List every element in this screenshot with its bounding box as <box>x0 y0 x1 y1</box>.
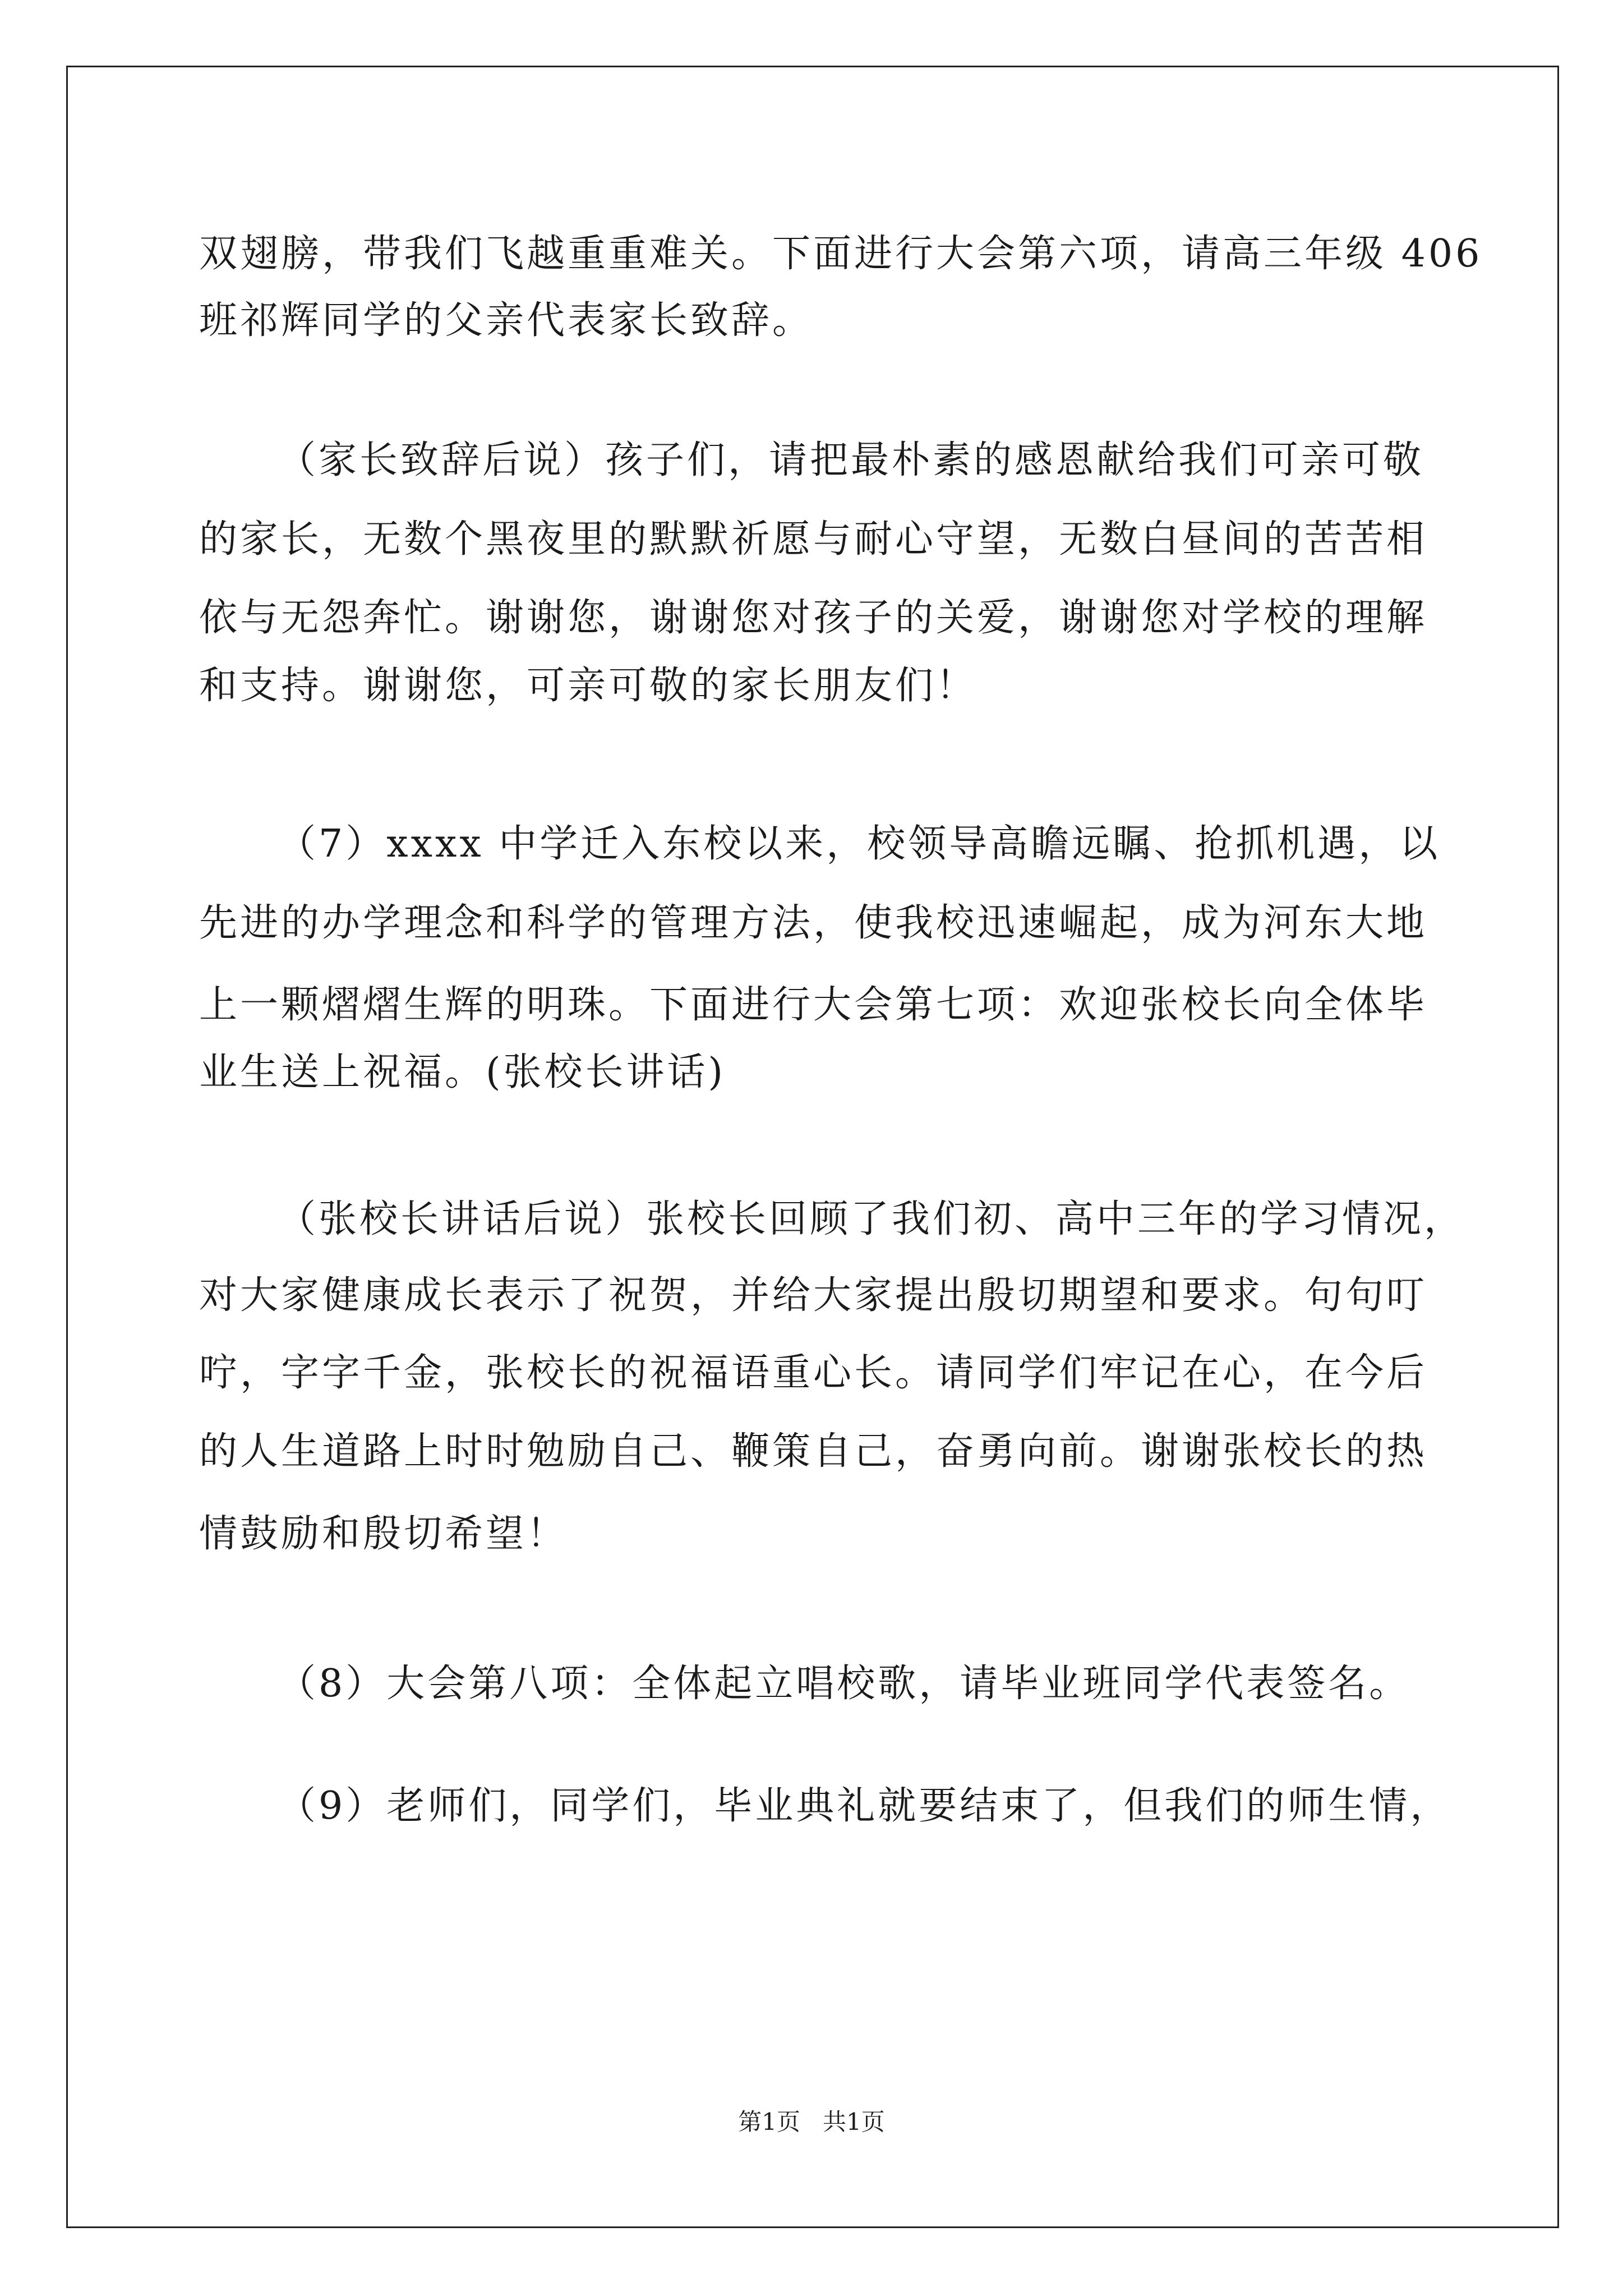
text-line: 双翅膀，带我们飞越重重难关。下面进行大会第六项，请高三年级 406 <box>199 232 1483 276</box>
text-line: 的家长，无数个黑夜里的默默祈愿与耐心守望，无数白昼间的苦苦相 <box>199 517 1428 562</box>
text-line: 情鼓励和殷切希望！ <box>199 1512 568 1556</box>
text-line: 上一颗熠熠生辉的明珠。下面进行大会第七项：欢迎张校长向全体毕 <box>199 983 1428 1027</box>
text-line: 依与无怨奔忙。谢谢您，谢谢您对孩子的关爱，谢谢您对学校的理解 <box>199 596 1428 640</box>
paragraph-start-line: （7）xxxx 中学迁入东校以来，校领导高瞻远瞩、抢抓机遇，以 <box>278 822 1441 866</box>
paragraph-start-line: （9）老师们，同学们，毕业典礼就要结束了，但我们的师生情， <box>278 1784 1451 1828</box>
paragraph-start-line: （家长致辞后说）孩子们，请把最朴素的感恩献给我们可亲可敬 <box>278 438 1424 482</box>
paragraph-start-line: （张校长讲话后说）张校长回顾了我们初、高中三年的学习情况， <box>278 1197 1465 1241</box>
text-line: 的人生道路上时时勉励自己、鞭策自己，奋勇向前。谢谢张校长的热 <box>199 1429 1428 1474</box>
text-line: 业生送上祝福。(张校长讲话) <box>199 1050 726 1094</box>
text-line: 和支持。谢谢您，可亲可敬的家长朋友们！ <box>199 664 978 708</box>
text-line: 先进的办学理念和科学的管理方法，使我校迅速崛起，成为河东大地 <box>199 901 1428 945</box>
text-line: 对大家健康成长表示了祝贺，并给大家提出殷切期望和要求。句句叮 <box>199 1273 1428 1318</box>
text-line: 咛，字字千金，张校长的祝福语重心长。请同学们牢记在心，在今后 <box>199 1351 1428 1395</box>
page-border <box>66 66 1559 2228</box>
paragraph-start-line: （8）大会第八项：全体起立唱校歌，请毕业班同学代表签名。 <box>278 1662 1410 1706</box>
page-number-footer: 第1页 共1页 <box>738 2108 885 2136</box>
text-line: 班祁辉同学的父亲代表家长致辞。 <box>199 298 814 343</box>
